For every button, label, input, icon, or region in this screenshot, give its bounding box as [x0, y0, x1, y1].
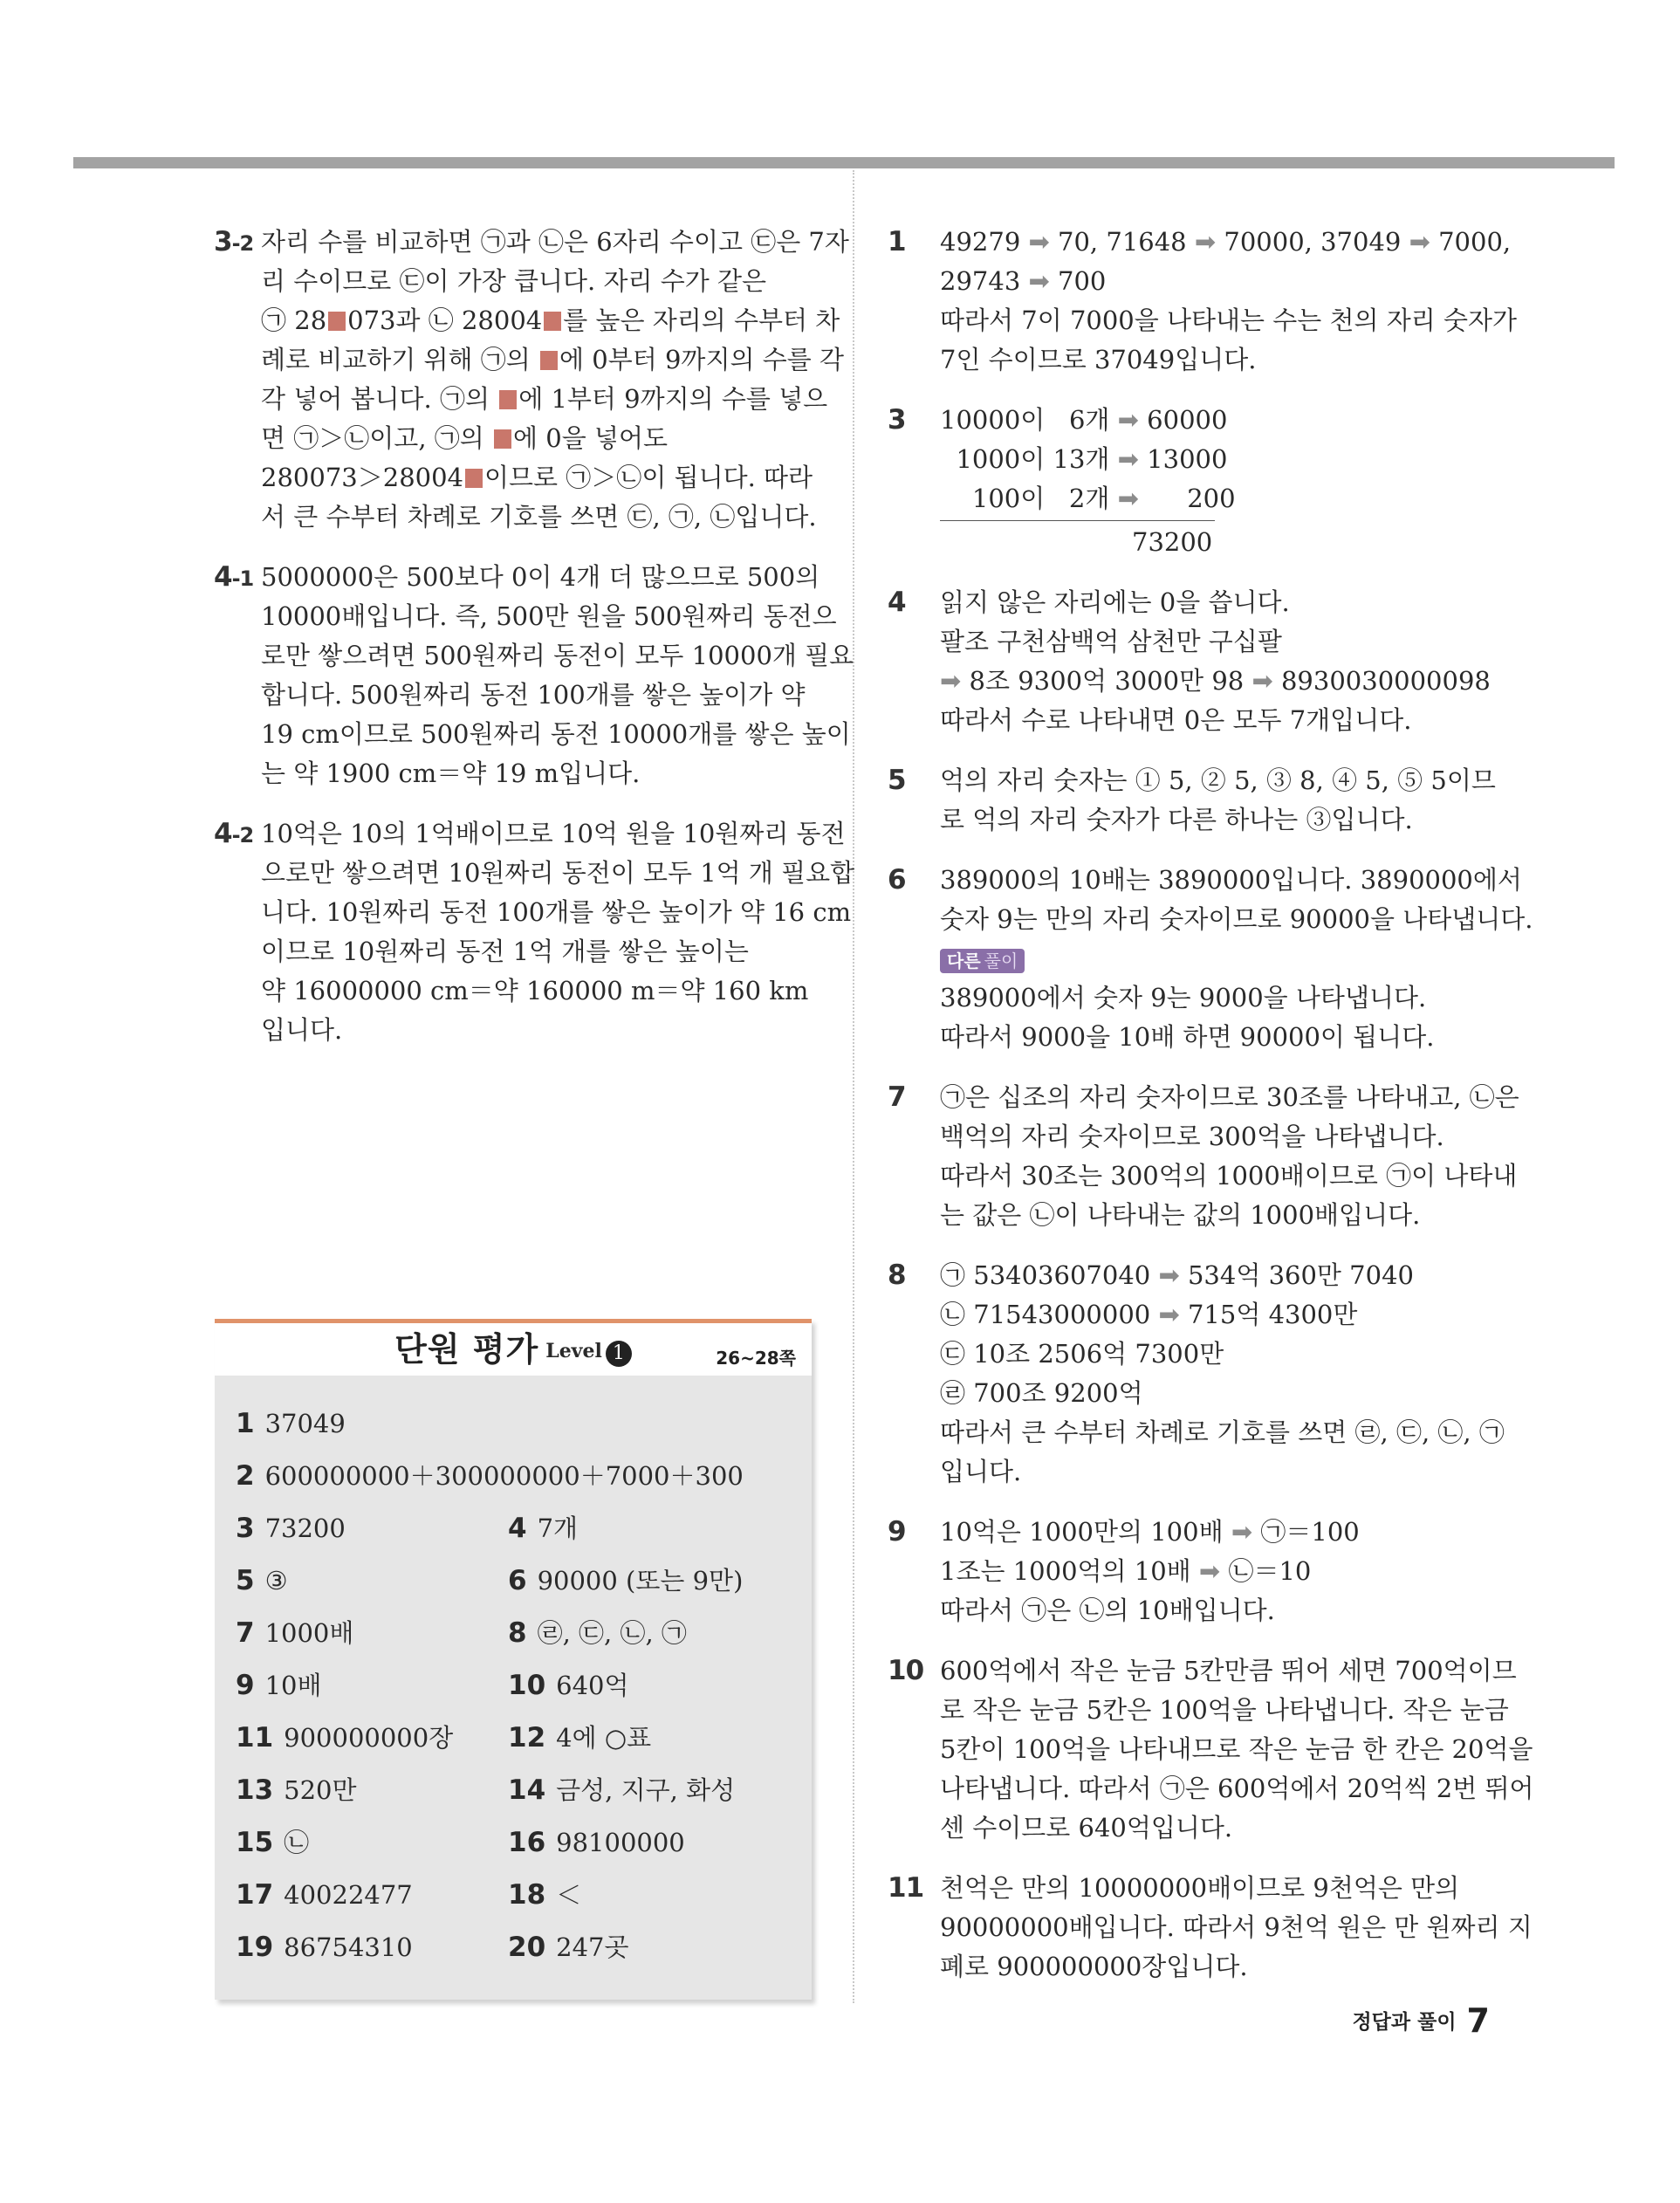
solution-9 [888, 1513, 1490, 1630]
text-line: 5칸이 100억을 나타내므로 작은 눈금 한 칸은 20억을 [940, 1734, 1533, 1764]
answer-item: 4 7개 [508, 1513, 579, 1544]
answer-row [236, 1406, 794, 1458]
arrow-icon: ➡ [1194, 227, 1217, 257]
text-line: 1조는 1000억의 10배 ➡ ㉡＝10 [940, 1556, 1312, 1586]
problem-number: 6 [888, 864, 906, 896]
text-line: 백억의 자리 숫자이므로 300억을 나타냅니다. [940, 1122, 1444, 1151]
text-line: 19 cm이므로 500원짜리 동전 10000개를 쌓은 높이 [261, 719, 851, 749]
arrow-icon: ➡ [1409, 227, 1430, 257]
text-line: 이므로 10원짜리 동전 1억 개를 쌓은 높이는 [261, 937, 749, 966]
answer-item: 16 98100000 [508, 1827, 685, 1858]
text-line: 로 억의 자리 숫자가 다른 하나는 ③입니다. [940, 805, 1413, 834]
answer-item: 12 4에 ○표 [508, 1722, 652, 1753]
answer-item: 14 금성, 지구, 화성 [508, 1774, 736, 1806]
arrow-icon: ➡ [1158, 1300, 1180, 1329]
answer-item: 15 ㉡ [236, 1827, 310, 1858]
answer-row [236, 1773, 794, 1825]
text-line: ㉡ 71543000000 ➡ 715억 4300만 [940, 1300, 1358, 1329]
problem-number: 4-1 [214, 561, 254, 593]
answer-row [236, 1616, 794, 1668]
text-line: 천억은 만의 10000000배이므로 9천억은 만의 [940, 1873, 1460, 1903]
arrow-icon: ➡ [1231, 1517, 1253, 1547]
text-line: 389000에서 숫자 9는 9000을 나타냅니다. [940, 983, 1427, 1012]
blank-square [328, 312, 346, 331]
text-line: ㉠은 십조의 자리 숫자이므로 30조를 나타내고, ㉡은 [940, 1082, 1519, 1112]
alt-solution-label [940, 939, 1490, 978]
level-number: 1 [606, 1341, 632, 1367]
text-line: 10억은 1000만의 100배 ➡ ㉠＝100 [940, 1517, 1360, 1547]
arrow-icon: ➡ [1028, 227, 1050, 257]
arrow-icon: ➡ [940, 666, 962, 696]
text-line: 7인 수이므로 37049입니다. [940, 345, 1257, 374]
answer-row [236, 1563, 794, 1616]
text-line: 억의 자리 숫자는 ① 5, ② 5, ③ 8, ④ 5, ⑤ 5이므 [940, 765, 1496, 795]
answer-item: 9 10배 [236, 1670, 322, 1701]
text-line: 로만 쌓으려면 500원짜리 동전이 모두 10000개 필요 [261, 641, 854, 670]
text-line: 례로 비교하기 위해 ㉠의 에 0부터 9까지의 수를 각 [261, 345, 844, 374]
answer-item: 19 86754310 [236, 1932, 413, 1963]
answer-row [236, 1668, 794, 1720]
blank-square [540, 351, 558, 370]
text-line: 따라서 수로 나타내면 0은 모두 7개입니다. [940, 705, 1412, 735]
summary-title: 단원 평가 [394, 1330, 539, 1369]
text-line: ➡ 8조 9300억 3000만 98 ➡ 8930030000098 [940, 666, 1491, 696]
answer-item: 10 640억 [508, 1670, 629, 1701]
answer-row [236, 1458, 794, 1511]
column-divider [853, 170, 854, 2003]
problem-number: 7 [888, 1081, 906, 1113]
calc-total: 73200 [1132, 527, 1213, 557]
answer-item: 7 1000배 [236, 1617, 354, 1649]
answer-item: 20 247곳 [508, 1932, 629, 1963]
solution-1 [888, 223, 1518, 380]
answer-row [236, 1825, 794, 1877]
text-line: 니다. 10원짜리 동전 100개를 쌓은 높이가 약 16 cm [261, 897, 852, 927]
text-line: 팔조 구천삼백억 삼천만 구십팔 [940, 627, 1282, 656]
answer-item: 18 ＜ [508, 1879, 582, 1911]
solution-4-2 [214, 814, 855, 1050]
text-line: 는 약 1900 cm＝약 19 m입니다. [261, 758, 641, 788]
text-line: 입니다. [261, 1015, 343, 1045]
calc-line: 10000이 6개 ➡ 60000 [940, 405, 1228, 435]
solution-7 [888, 1078, 1519, 1235]
solution-10 [888, 1651, 1534, 1848]
answer-item: 8 ㉣, ㉢, ㉡, ㉠ [508, 1617, 687, 1649]
text-line: 따라서 9000을 10배 하면 90000이 됩니다. [940, 1022, 1435, 1052]
answer-item: 3 73200 [236, 1513, 346, 1544]
answer-row [236, 1511, 794, 1563]
text-line: ㉠ 28 073과 ㉡ 28004 를 높은 자리의 수부터 차 [261, 305, 840, 335]
text-line: 폐로 900000000장입니다. [940, 1952, 1248, 1981]
arrow-icon: ➡ [1198, 1556, 1221, 1586]
problem-number: 8 [888, 1259, 906, 1291]
left-column [214, 223, 855, 1071]
calc-line: 100이 2개 ➡ 200 [971, 484, 1236, 513]
text-line: 입니다. [940, 1457, 1022, 1486]
blank-square [465, 469, 483, 488]
text-line: 280073＞28004 이므로 ㉠＞㉡이 됩니다. 따라 [261, 463, 813, 492]
solution-6 [888, 861, 1533, 1057]
solution-3-2 [214, 223, 849, 537]
text-line: 10억은 10의 1억배이므로 10억 원을 10원짜리 동전 [261, 819, 846, 848]
text-line: 따라서 큰 수부터 차례로 기호를 쓰면 ㉣, ㉢, ㉡, ㉠ [940, 1417, 1505, 1447]
text-line: 서 큰 수부터 차례로 기호를 쓰면 ㉢, ㉠, ㉡입니다. [261, 502, 817, 532]
text-line: 면 ㉠＞㉡이고, ㉠의 에 0을 넣어도 [261, 423, 668, 453]
top-rule [73, 157, 1615, 168]
problem-number: 4-2 [214, 818, 254, 849]
alt-solution-badge: 다른 풀이 [940, 949, 1025, 973]
text-line: 따라서 7이 7000을 나타내는 수는 천의 자리 숫자가 [940, 305, 1518, 335]
problem-number: 10 [888, 1655, 924, 1686]
text-line: 로 작은 눈금 5칸은 100억을 나타냅니다. 작은 눈금 [940, 1695, 1509, 1725]
problem-number: 3 [888, 404, 906, 436]
text-line: 29743 ➡ 700 [940, 266, 1107, 296]
solution-8 [888, 1256, 1505, 1492]
answer-item: 1 37049 [236, 1408, 346, 1439]
arrow-icon: ➡ [1158, 1260, 1180, 1290]
text-line: 읽지 않은 자리에는 0을 씁니다. [940, 587, 1290, 617]
text-line: 센 수이므로 640억입니다. [940, 1813, 1233, 1843]
answer-item: 13 520만 [236, 1774, 357, 1806]
text-line: 자리 수를 비교하면 ㉠과 ㉡은 6자리 수이고 ㉢은 7자 [261, 227, 849, 257]
text-line: ㉠ 53403607040 ➡ 534억 360만 7040 [940, 1260, 1414, 1290]
blank-square [499, 390, 517, 409]
page-number: 7 [1466, 2001, 1490, 2040]
problem-number: 11 [888, 1872, 924, 1904]
text-line: 따라서 ㉠은 ㉡의 10배입니다. [940, 1596, 1275, 1625]
answer-item: 2 600000000＋300000000＋7000＋300 [236, 1460, 744, 1492]
problem-number: 5 [888, 765, 906, 796]
text-line: 리 수이므로 ㉢이 가장 큽니다. 자리 수가 같은 [261, 266, 766, 296]
text-line: 90000000배입니다. 따라서 9천억 원은 만 원짜리 지 [940, 1912, 1533, 1942]
arrow-icon: ➡ [1117, 484, 1139, 513]
text-line: ㉢ 10조 2506억 7300만 [940, 1339, 1224, 1369]
answer-item: 17 40022477 [236, 1879, 413, 1911]
level-label: Level [545, 1340, 602, 1362]
solution-3 [888, 401, 1490, 562]
right-column [888, 223, 1534, 2007]
arrow-icon: ➡ [1117, 444, 1139, 474]
answer-item: 6 90000 (또는 9만) [508, 1565, 744, 1596]
text-line: 49279 ➡ 70, 71648 ➡ 70000, 37049 ➡ 7000, [940, 227, 1512, 257]
text-line: 따라서 30조는 300억의 1000배이므로 ㉠이 나타내 [940, 1161, 1518, 1191]
problem-number: 1 [888, 226, 906, 257]
answer-item: 11 900000000장 [236, 1722, 454, 1753]
problem-number: 3-2 [214, 226, 254, 257]
arrow-icon: ➡ [1251, 666, 1273, 696]
answer-row [236, 1877, 794, 1930]
page-footer [1352, 2001, 1490, 2040]
text-line: 으로만 쌓으려면 10원짜리 동전이 모두 1억 개 필요합 [261, 858, 855, 888]
text-line: ㉣ 700조 9200억 [940, 1378, 1143, 1408]
text-line: 5000000은 500보다 0이 4개 더 많으므로 500의 [261, 562, 820, 592]
text-line: 나타냅니다. 따라서 ㉠은 600억에서 20억씩 2번 뛰어 [940, 1774, 1534, 1803]
solution-5 [888, 761, 1496, 840]
calc-line: 1000이 13개 ➡ 13000 [956, 444, 1228, 474]
solution-4 [888, 583, 1490, 740]
blank-square [544, 312, 561, 331]
sum-rule [940, 520, 1215, 521]
problem-number: 4 [888, 587, 906, 618]
arrow-icon: ➡ [1028, 266, 1050, 296]
solution-4-1 [214, 558, 854, 793]
unit-evaluation-summary [215, 1319, 812, 2000]
text-line: 각 넣어 봅니다. ㉠의 에 1부터 9까지의 수를 넣으 [261, 384, 828, 414]
page-range: 26~28쪽 [716, 1348, 796, 1369]
text-line: 약 16000000 cm＝약 160000 m＝약 160 km [261, 976, 809, 1005]
summary-header [215, 1323, 812, 1376]
text-line: 합니다. 500원짜리 동전 100개를 쌓은 높이가 약 [261, 680, 806, 710]
footer-label: 정답과 풀이 [1352, 2011, 1457, 2034]
answer-row [236, 1720, 794, 1773]
text-line: 389000의 10배는 3890000입니다. 3890000에서 [940, 865, 1522, 895]
solution-11 [888, 1869, 1533, 1987]
text-line: 숫자 9는 만의 자리 숫자이므로 90000을 나타냅니다. [940, 904, 1533, 934]
text-line: 는 값은 ㉡이 나타내는 값의 1000배입니다. [940, 1200, 1421, 1230]
answer-item: 5 ③ [236, 1565, 288, 1596]
problem-number: 9 [888, 1516, 906, 1548]
text-line: 10000배입니다. 즉, 500만 원을 500원짜리 동전으 [261, 601, 837, 631]
arrow-icon: ➡ [1117, 405, 1139, 435]
answer-list [236, 1406, 794, 1982]
answer-row [236, 1930, 794, 1982]
blank-square [494, 429, 511, 449]
text-line: 600억에서 작은 눈금 5칸만큼 뛰어 세면 700억이므 [940, 1656, 1517, 1685]
